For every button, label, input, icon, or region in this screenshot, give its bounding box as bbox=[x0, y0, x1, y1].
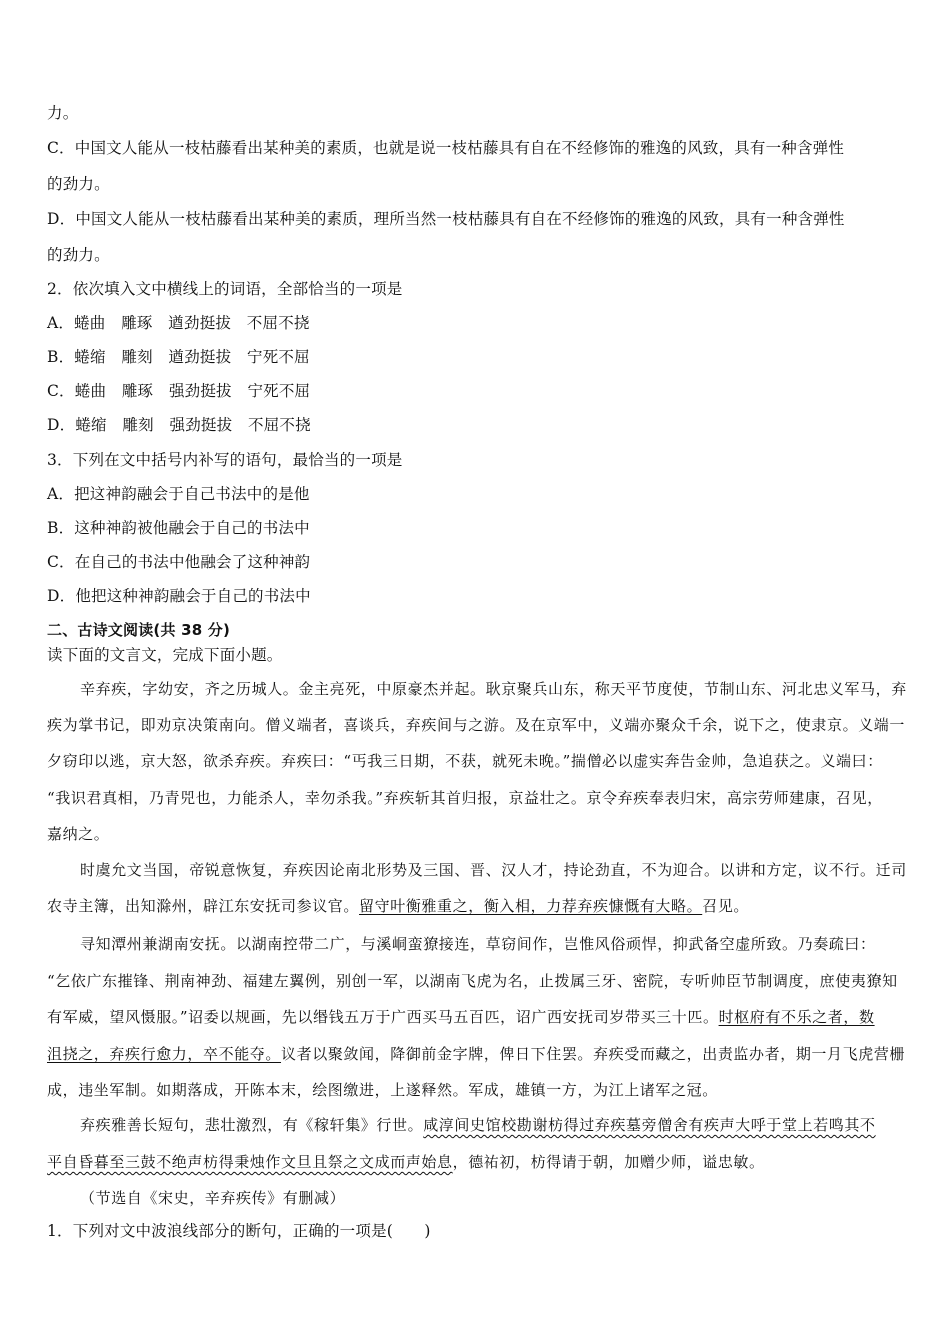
q2-option-b: B．蜷缩 雕刻 遒劲挺拔 宁死不屈 bbox=[47, 348, 310, 366]
q1-option-c-line2: 的劲力。 bbox=[47, 175, 110, 193]
question-1: 1．下列对文中波浪线部分的断句，正确的一项是( ) bbox=[47, 1222, 431, 1240]
section-heading: 二、古诗文阅读(共 38 分) bbox=[47, 621, 231, 639]
passage-p1-line: 夕窃印以逃，京大怒，欲杀弃疾。弃疾曰：“丐我三日期，不获，就死未晚。”揣僧必以虚实奔告金帅，急追获之。义端曰： bbox=[47, 752, 883, 770]
passage-p1-line: 嘉纳之。 bbox=[47, 825, 110, 843]
underlined-sentence: 沮挠之，弃疾行愈力，卒不能夺。 bbox=[47, 1045, 282, 1063]
passage-text: ，德祐初，枋得请于朝，加赠少师，谥忠敏。 bbox=[452, 1153, 765, 1171]
passage-p3-line: 成，违坐军制。如期落成，开陈本末，绘图缴进，上遂释然。军成，雄镇一方，为江上诸军之冠。 bbox=[47, 1081, 718, 1099]
passage-text: 议者以聚敛闻，降御前金字牌，俾日下住罢。弃疾受而藏之，出责监办者，期一月飞虎营栅 bbox=[281, 1045, 906, 1063]
passage-p1-line: “我识君真相，乃青兕也，力能杀人，幸勿杀我。”弃疾斩其首归报，京益壮之。京令弃疾奉表归宋，高宗劳师建康，召见， bbox=[47, 789, 883, 807]
passage-p3-line: 寻知潭州兼湖南安抚。以湖南控带二广，与溪峒蛮獠接连，草窃间作，岂惟风俗顽悍，抑武备空虚所致。乃奏疏曰： bbox=[80, 935, 876, 953]
wavy-underlined-text: 咸淳间史馆校勘谢枋得过弃疾墓旁僧舍有疾声大呼于堂上若鸣其不 bbox=[423, 1116, 876, 1134]
q2-stem: 2．依次填入文中横线上的词语，全部恰当的一项是 bbox=[47, 280, 403, 298]
q2-option-d: D．蜷缩 雕刻 强劲挺拔 不屈不挠 bbox=[47, 416, 311, 434]
q1-option-d-line2: 的劲力。 bbox=[47, 246, 110, 264]
underlined-sentence: 留守叶衡雅重之，衡入相，力荐弃疾慷慨有大略。 bbox=[359, 897, 703, 915]
q1-tail: 力。 bbox=[47, 104, 79, 122]
passage-text: 召见。 bbox=[702, 897, 750, 915]
q3-option-d: D．他把这种神韵融会于自己的书法中 bbox=[47, 587, 311, 605]
passage-p3-line: “乞依广东摧锋、荆南神劲、福建左翼例，别创一军，以湖南飞虎为名，止拨属三牙、密院，专听帅臣节制调度，庶使夷獠知 bbox=[47, 972, 898, 990]
wavy-underlined-text: 平自昏暮至三鼓不绝声枋得秉烛作文旦且祭之文成而声始息 bbox=[47, 1153, 453, 1171]
q3-option-b: B．这种神韵被他融会于自己的书法中 bbox=[47, 519, 310, 537]
passage-p1-line: 疾为掌书记，即劝京决策南向。僧义端者，喜谈兵，弃疾间与之游。及在京军中，义端亦聚众千余，说下之，使隶京。义端一 bbox=[47, 716, 906, 734]
q3-stem: 3．下列在文中括号内补写的语句，最恰当的一项是 bbox=[47, 451, 403, 469]
reading-instruction: 读下面的文言文，完成下面小题。 bbox=[47, 646, 283, 664]
q3-option-c: C．在自己的书法中他融会了这种神韵 bbox=[47, 553, 311, 571]
passage-p3-line bbox=[47, 1006, 875, 1027]
underlined-sentence: 时枢府有不乐之者，数 bbox=[718, 1008, 875, 1026]
passage-p4-line bbox=[47, 1151, 765, 1172]
passage-text: 弃疾雅善长短句，悲壮激烈，有《稼轩集》行世。 bbox=[80, 1116, 424, 1134]
passage-p2-line: 时虞允文当国，帝锐意恢复，弃疾因论南北形势及三国、晋、汉人才，持论劲直，不为迎合。以讲和方定，议不行。迁司 bbox=[80, 861, 907, 879]
q3-option-a: A．把这神韵融会于自己书法中的是他 bbox=[47, 485, 310, 503]
passage-source: （节选自《宋史，辛弃疾传》有删减） bbox=[80, 1189, 346, 1207]
passage-p3-line bbox=[47, 1043, 905, 1064]
q1-option-d-line1: D．中国文人能从一枝枯藤看出某种美的素质，理所当然一枝枯藤具有自在不经修饰的雅逸的风致，具有一种含弹性 bbox=[47, 210, 845, 228]
q2-option-c: C．蜷曲 雕琢 强劲挺拔 宁死不屈 bbox=[47, 382, 311, 400]
q2-option-a: A．蜷曲 雕琢 遒劲挺拔 不屈不挠 bbox=[47, 314, 310, 332]
passage-p1-line: 辛弃疾，字幼安，齐之历城人。金主亮死，中原豪杰并起。耿京聚兵山东，称天平节度使，节制山东、河北忠义军马，弃 bbox=[80, 680, 907, 698]
passage-text: 有军威，望风慑服。”诏委以规画，先以缗钱五万于广西买马五百匹，诏广西安抚司岁带买三十匹。 bbox=[47, 1008, 719, 1026]
passage-p4-line bbox=[80, 1114, 876, 1135]
q1-option-c-line1: C．中国文人能从一枝枯藤看出某种美的素质，也就是说一枝枯藤具有自在不经修饰的雅逸的风致，具有一种含弹性 bbox=[47, 139, 845, 157]
passage-text: 农寺主簿，出知滁州，辟江东安抚司参议官。 bbox=[47, 897, 360, 915]
passage-p2-line bbox=[47, 895, 749, 916]
